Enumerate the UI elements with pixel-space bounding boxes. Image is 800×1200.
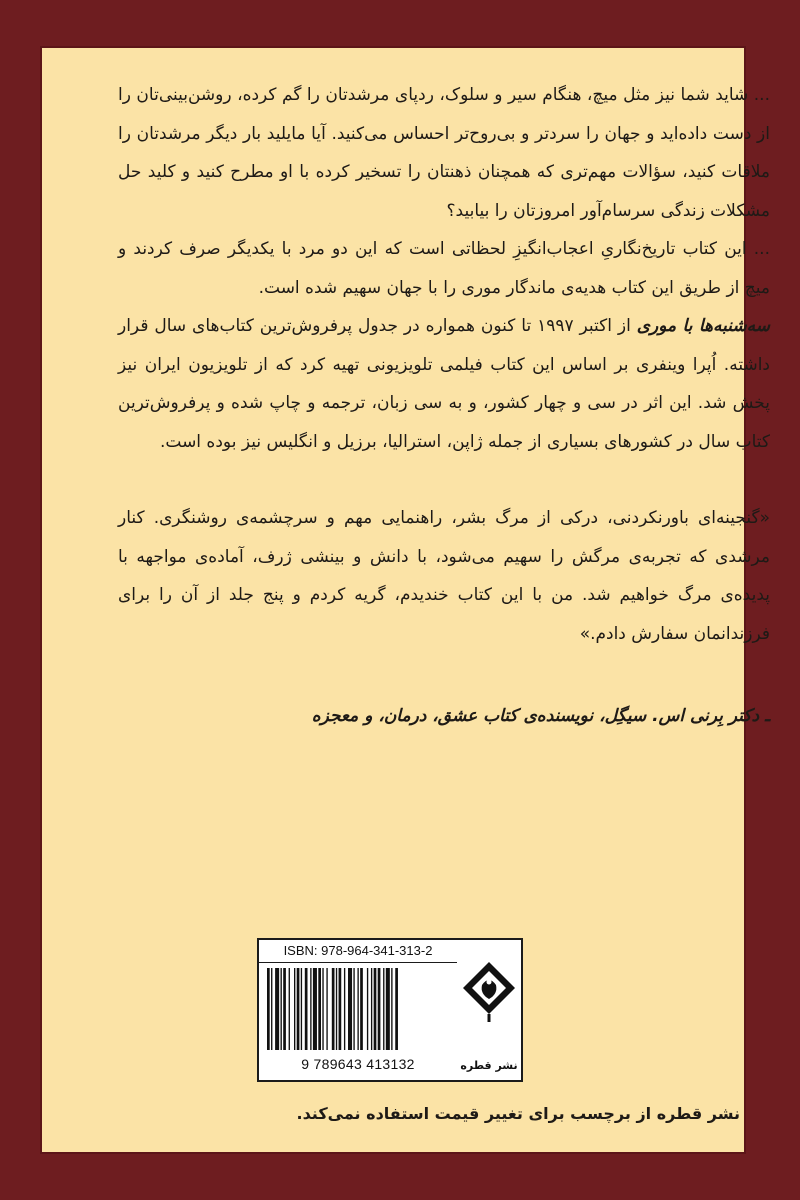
paragraph-1: ... شاید شما نیز مثل میچ، هنگام سیر و سلوک، ردپای مرشدتان را گم کرده، روشن‌بینی‌تان را از دست داده‌اید و جهان را سردتر و بی‌روح‌تر احساس می‌کنید. آیا مایلید بار دیگر مرشدتان را ملاقات کنید، سؤالات مهم‌تری که همچنان ذهنتان را تسخیر کرده با او مطرح کنید و کلید حل مشکلات زندگی سرسام‌آور امروزتان را بیابید؟ xyxy=(118,85,770,221)
barcode-digits: 9 789643 413132 xyxy=(301,1056,415,1072)
paragraph-2: ... این کتاب تاریخ‌نگاریِ اعجاب‌انگیزِ لحظاتی است که این دو مرد با یکدیگر صرف کردند و میچ از طریق این کتاب هدیه‌ی ماندگار موری را با جهان سهیم شده است. xyxy=(118,239,770,298)
publisher-logo-box xyxy=(457,938,523,1082)
book-title-inline: سه‌شنبه‌ها با موری xyxy=(636,316,770,336)
barcode-block xyxy=(257,938,459,1082)
review-quote: «گنجینه‌ای باورنکردنی، درکی از مرگ بشر، راهنمایی مهم و سرچشمه‌ی روشنگری. کنار مرشدی که تجربه‌ی مرگش را سهیم می‌شود، با دانش و بینشی ژرف، آماده‌ی مواجهه با پدیده‌ی مرگ خواهیم شد. من با این کتاب خندیدم، گریه کردم و پنج جلد از آن را برای فرزندانمان سفارش دادم.» xyxy=(118,508,770,644)
isbn-label: ISBN: 978-964-341-313-2 xyxy=(259,940,457,963)
paragraph-3 xyxy=(118,307,770,461)
barcode-icon xyxy=(267,968,449,1050)
quote-attribution: ـ دکتر بِرنی اس. سیگِل، نویسنده‌ی کتاب عشق، درمان، و معجزه xyxy=(311,706,770,726)
price-label-note: نشر قطره از برچسب برای تغییر قیمت استفاده نمی‌کند. xyxy=(296,1104,740,1123)
publisher-logo-icon xyxy=(457,940,521,1040)
blurb-text xyxy=(118,76,770,736)
paragraph-3-text: از اکتبر ۱۹۹۷ تا کنون همواره در جدول پرفروش‌ترین کتاب‌های سال قرار داشته. اُپرا وینفری بر اساس این کتاب فیلمی تلویزیونی تهیه کرد که از تلویزیون ایران نیز پخش شد. این اثر در سی و چهار کشور، و به سی زبان، ترجمه و چاپ شده و پرفروش‌ترین کتاب سال در کشورهای بسیاری از جمله ژاپن، استرالیا، برزیل و انگلیس نیز بوده است. xyxy=(118,316,770,452)
publisher-logo-label: نشر قطره xyxy=(460,1059,518,1072)
